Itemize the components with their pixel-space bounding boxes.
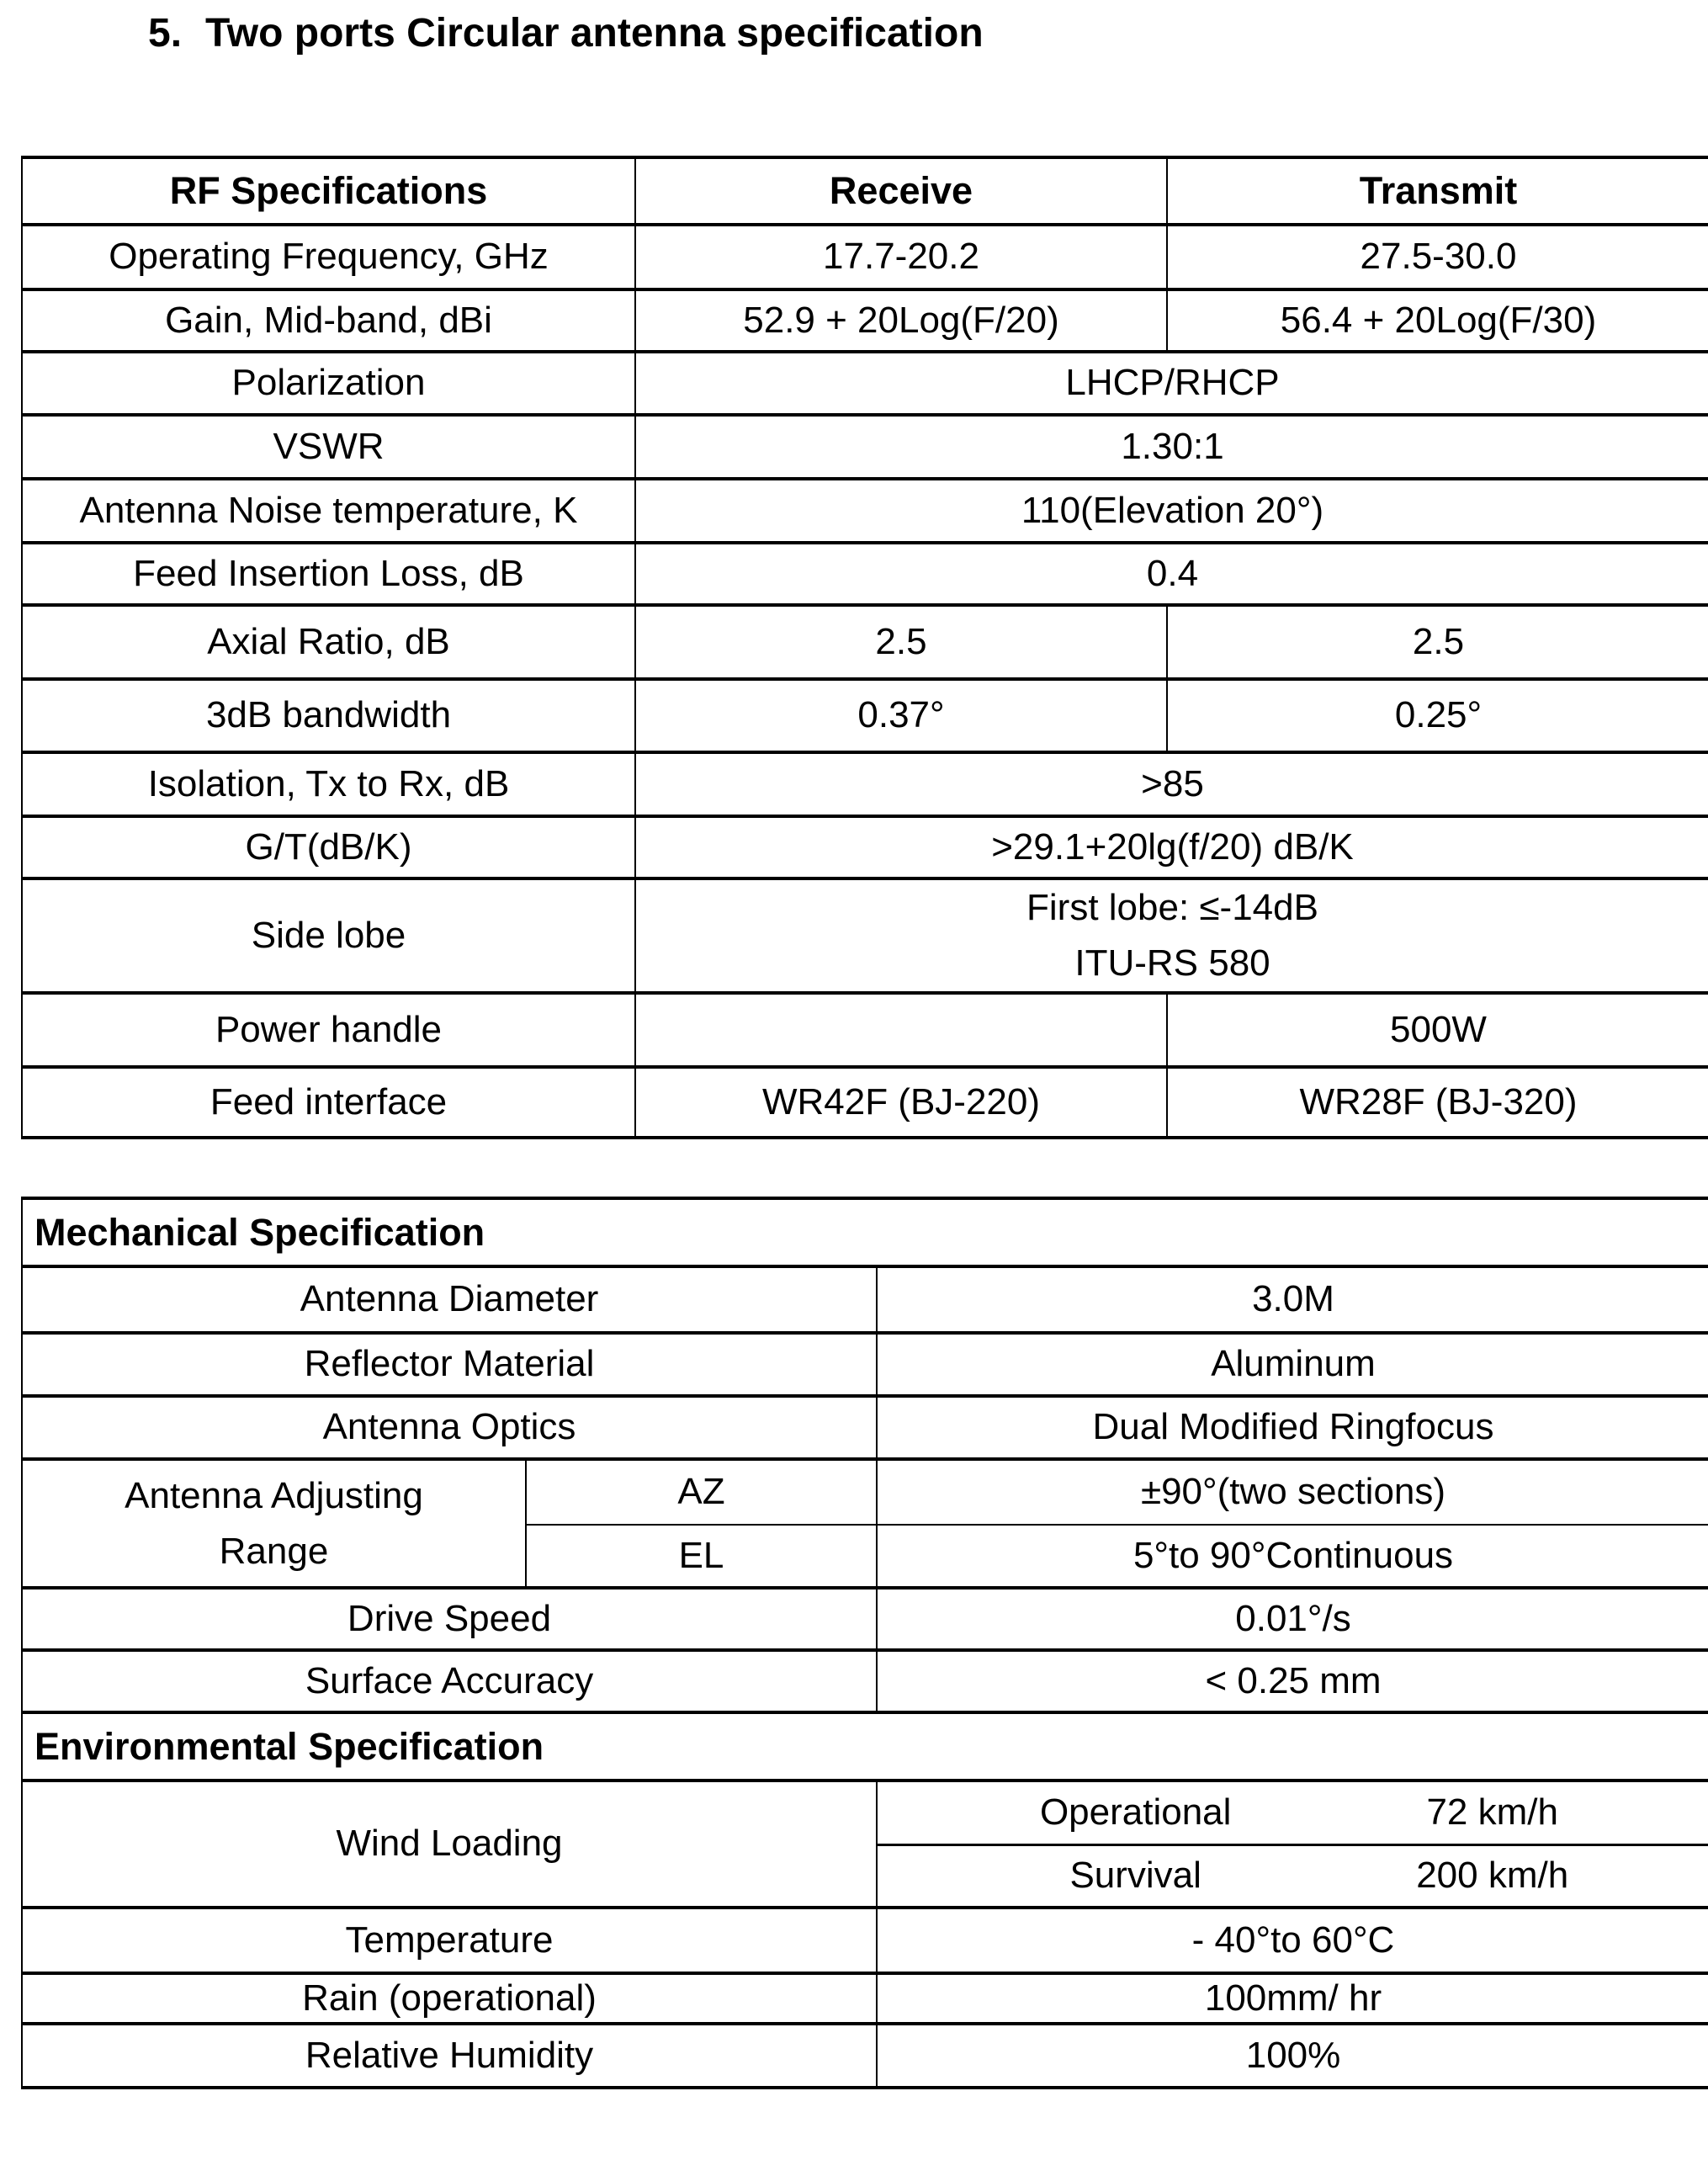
cell-wind-survival [877, 1844, 1708, 1908]
wind-condition-value: 72 km/h [1426, 1791, 1558, 1833]
row-label: Axial Ratio, dB [22, 605, 635, 679]
cell-value: Dual Modified Ringfocus [877, 1396, 1708, 1459]
cell-wind-operational [877, 1781, 1708, 1844]
table-row [22, 1266, 1708, 1333]
row-label: Gain, Mid-band, dBi [22, 289, 635, 352]
table-row [22, 479, 1708, 543]
cell-value [635, 878, 1708, 993]
table-row [22, 225, 1708, 289]
table-row [22, 1588, 1708, 1650]
row-label: 3dB bandwidth [22, 679, 635, 752]
cell-value: 3.0M [877, 1266, 1708, 1333]
cell-receive: 0.37° [635, 679, 1167, 752]
section-title: Mechanical Specification [22, 1198, 1708, 1266]
row-label: Feed interface [22, 1067, 635, 1138]
cell-receive-empty [635, 993, 1167, 1067]
cell-receive: 52.9 + 20Log(F/20) [635, 289, 1167, 352]
rf-specifications-table [21, 156, 1708, 1139]
cell-transmit: 2.5 [1167, 605, 1708, 679]
table-row [22, 1333, 1708, 1396]
table-header-row [22, 157, 1708, 225]
wind-condition-label: Operational [1039, 1791, 1232, 1833]
row-label: Isolation, Tx to Rx, dB [22, 752, 635, 816]
cell-transmit: 56.4 + 20Log(F/30) [1167, 289, 1708, 352]
cell-value: 0.01°/s [877, 1588, 1708, 1650]
table-row [22, 605, 1708, 679]
row-label: VSWR [22, 415, 635, 479]
table-row [22, 2024, 1708, 2088]
adjusting-range-line1: Antenna Adjusting [125, 1474, 423, 1516]
table-row [22, 415, 1708, 479]
table-row [22, 816, 1708, 878]
section-header-mechanical [22, 1198, 1708, 1266]
title-number: 5. [148, 11, 183, 56]
row-label-adjusting-range [22, 1459, 526, 1588]
page-title [148, 10, 984, 56]
cell-value: ±90°(two sections) [877, 1459, 1708, 1525]
side-lobe-line2: ITU-RS 580 [1074, 942, 1270, 984]
row-label: G/T(dB/K) [22, 816, 635, 878]
table-row [22, 679, 1708, 752]
row-label: Side lobe [22, 878, 635, 993]
wind-condition-value: 200 km/h [1416, 1854, 1569, 1896]
cell-receive: 2.5 [635, 605, 1167, 679]
row-label: Polarization [22, 352, 635, 415]
cell-value: 110(Elevation 20°) [635, 479, 1708, 543]
row-label: Surface Accuracy [22, 1650, 877, 1712]
axis-label-el: EL [526, 1525, 877, 1588]
cell-transmit: 27.5-30.0 [1167, 225, 1708, 289]
cell-value: Aluminum [877, 1333, 1708, 1396]
table-row [22, 752, 1708, 816]
section-title: Environmental Specification [22, 1712, 1708, 1781]
cell-value: - 40°to 60°C [877, 1908, 1708, 1973]
table-row-adjusting-az [22, 1459, 1708, 1525]
title-text: Two ports Circular antenna specification [205, 11, 984, 56]
axis-label-az: AZ [526, 1459, 877, 1525]
row-label: Reflector Material [22, 1333, 877, 1396]
cell-receive: 17.7-20.2 [635, 225, 1167, 289]
row-label: Relative Humidity [22, 2024, 877, 2088]
cell-transmit: 500W [1167, 993, 1708, 1067]
row-label: Temperature [22, 1908, 877, 1973]
mechanical-environmental-table [21, 1197, 1708, 2089]
side-lobe-line1: First lobe: ≤-14dB [1026, 887, 1318, 928]
row-label: Rain (operational) [22, 1973, 877, 2024]
cell-value: 100% [877, 2024, 1708, 2088]
table-row [22, 1067, 1708, 1138]
cell-transmit: 0.25° [1167, 679, 1708, 752]
cell-value: 5°to 90°Continuous [877, 1525, 1708, 1588]
table-row [22, 352, 1708, 415]
cell-value: >85 [635, 752, 1708, 816]
row-label: Antenna Optics [22, 1396, 877, 1459]
section-header-environmental [22, 1712, 1708, 1781]
table-row [22, 1396, 1708, 1459]
wind-condition-label: Survival [1069, 1854, 1201, 1896]
row-label: Operating Frequency, GHz [22, 225, 635, 289]
table-row [22, 1650, 1708, 1712]
cell-value: >29.1+20lg(f/20) dB/K [635, 816, 1708, 878]
column-header-label: RF Specifications [22, 157, 635, 225]
cell-receive: WR42F (BJ-220) [635, 1067, 1167, 1138]
cell-value: LHCP/RHCP [635, 352, 1708, 415]
table-row [22, 543, 1708, 605]
cell-value: < 0.25 mm [877, 1650, 1708, 1712]
row-label: Power handle [22, 993, 635, 1067]
row-label-wind-loading: Wind Loading [22, 1781, 877, 1908]
table-row [22, 878, 1708, 993]
cell-value: 0.4 [635, 543, 1708, 605]
table-row [22, 993, 1708, 1067]
table-row [22, 1908, 1708, 1973]
row-label: Antenna Noise temperature, K [22, 479, 635, 543]
cell-value: 100mm/ hr [877, 1973, 1708, 2024]
table-row [22, 289, 1708, 352]
column-header-receive: Receive [635, 157, 1167, 225]
row-label: Drive Speed [22, 1588, 877, 1650]
row-label: Antenna Diameter [22, 1266, 877, 1333]
adjusting-range-line2: Range [219, 1530, 329, 1572]
column-header-transmit: Transmit [1167, 157, 1708, 225]
table-row [22, 1973, 1708, 2024]
cell-transmit: WR28F (BJ-320) [1167, 1067, 1708, 1138]
row-label: Feed Insertion Loss, dB [22, 543, 635, 605]
cell-value: 1.30:1 [635, 415, 1708, 479]
table-row-wind-operational [22, 1781, 1708, 1844]
